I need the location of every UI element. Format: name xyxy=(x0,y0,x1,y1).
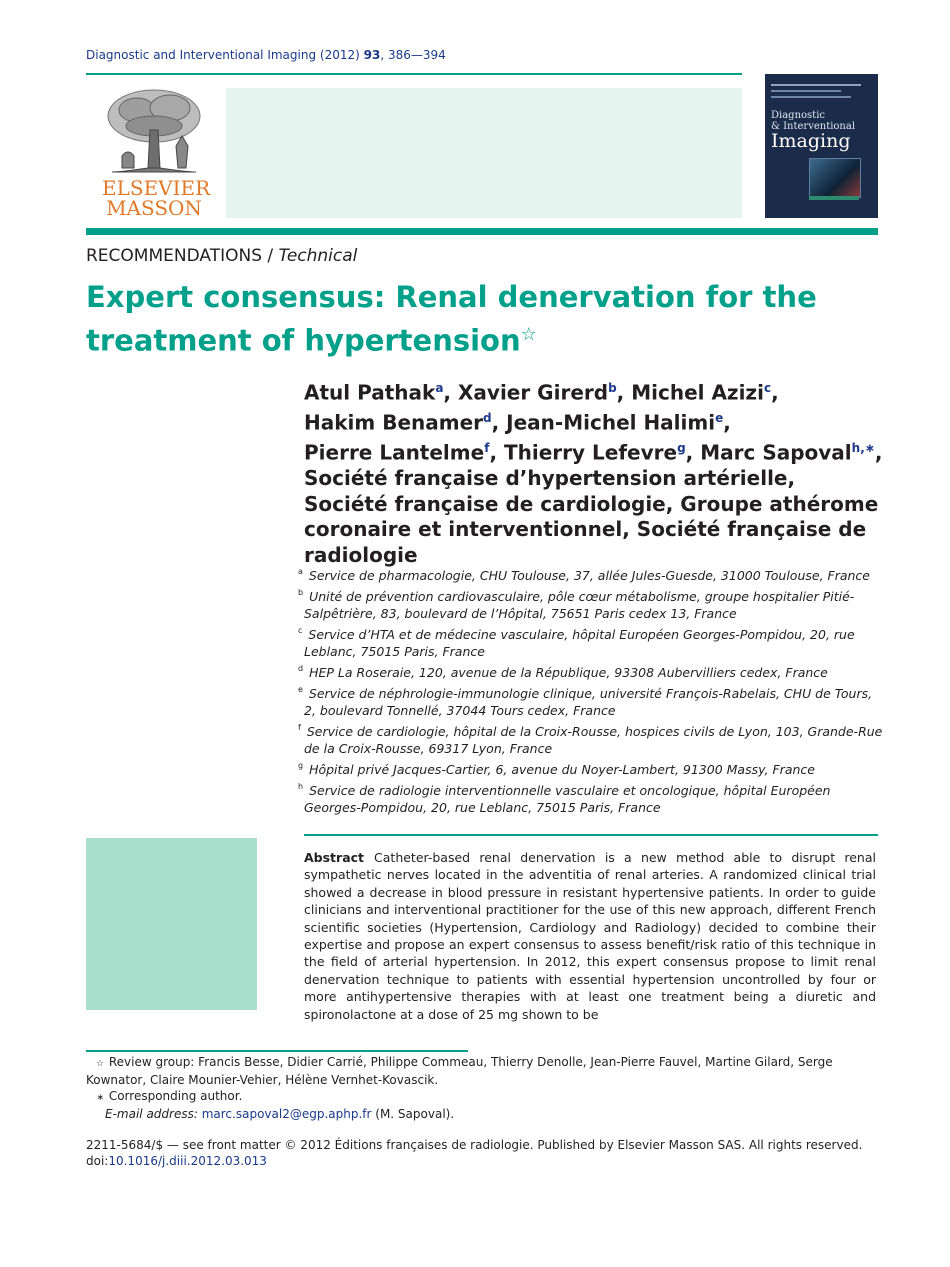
corresponding-footnote: ∗ Corresponding author. xyxy=(86,1088,876,1106)
subcategory-label: Technical xyxy=(278,246,358,266)
abstract-rule xyxy=(304,834,878,836)
journal-pages: , 386—394 xyxy=(380,48,446,62)
footnote-rule xyxy=(86,1050,468,1052)
affiliation-item: $^d$ HEP La Roseraie, 120, avenue de la République, 93308 Aubervilliers cedex, France xyxy=(298,663,828,681)
category-label: RECOMMENDATIONS / xyxy=(86,246,274,266)
doi-link[interactable]: 10.1016/j.diii.2012.03.013 xyxy=(108,1154,267,1168)
journal-cover xyxy=(765,74,878,218)
cover-image xyxy=(809,158,861,198)
footnote-asterisk-icon: ∗ xyxy=(96,1093,104,1103)
author-name: Thierry Lefevre xyxy=(504,440,678,465)
affiliation-item: $^f$ Service de cardiologie, hôpital de la Croix-Rousse, hospices civils de Lyon, 103, Grande-Rue de la Croix-Rousse, 69317 Lyon, France xyxy=(298,722,883,757)
author-list: Atul Pathak$^a$, Xavier Girerd$^b$, Michel Azizi$^c$, Hakim Benamer$^d$, Jean-Michel Halimi$^e$, Pierre Lantelme$^f$, Thierry Lefevre$^g$, Marc Sapoval$^{h,∗}$, Société française d’hypertension artérielle, Société française de cardiologie, Groupe athérome coronaire et interventionnel, Société française de radiologie xyxy=(304,380,883,567)
author-societies: Société française d’hypertension artérielle, Société française de cardiologie, Groupe athérome coronaire et interventionnel, Société française de radiologie xyxy=(304,466,879,567)
email-label: E-mail address: xyxy=(105,1107,198,1121)
article-category xyxy=(86,246,357,266)
author-name: Atul Pathak xyxy=(304,380,436,405)
cover-title-line3: Imaging xyxy=(771,130,851,152)
author-affiliation-mark[interactable]: g xyxy=(677,441,686,456)
logo-wordmark-line1: ELSEVIER xyxy=(102,176,211,200)
email-owner: (M. Sapoval). xyxy=(375,1107,455,1121)
email-footnote xyxy=(86,1106,876,1122)
journal-year: (2012) xyxy=(319,48,360,62)
author-name: Marc Sapoval xyxy=(700,440,852,465)
author-affiliation-mark[interactable]: e xyxy=(715,411,724,426)
affiliation-item: $^e$ Service de néphrologie-immunologie clinique, université François-Rabelais, CHU de Tours, 2, boulevard Tonnellé, 37044 Tours cedex, France xyxy=(298,684,873,719)
footnotes xyxy=(86,1054,876,1122)
article-title xyxy=(86,278,866,360)
abstract-text: Catheter-based renal denervation is a new method able to disrupt renal sympathetic nerves located in the adventitia of renal arteries. A randomized clinical trial showed a decrease in blood pressure in resistant hypertensive patients. In order to guide clinicians and interventional practitioner for the use of this new approach, different French scientific societies (Hypertension, Cardiology and Radiology) decided to combine their expertise and propose an expert consensus to assess benefit/risk ratio of this technique in the field of arterial hypertension. In 2012, this expert consensus propose to limit renal denervation technique to patients with essential hypertension uncontrolled by four or more antihypertensive therapies with at least one treatment being a diuretic and spironolactone at a dose of 25 mg shown to be xyxy=(304,850,876,1022)
title-footnote-star-icon[interactable]: ☆ xyxy=(520,324,537,345)
author-affiliation-mark[interactable]: b xyxy=(608,381,617,395)
affiliation-item: $^g$ Hôpital privé Jacques-Cartier, 6, avenue du Noyer-Lambert, 91300 Massy, France xyxy=(298,760,815,778)
affiliation-list xyxy=(298,564,884,817)
elsevier-tree-icon xyxy=(102,86,206,176)
journal-name: Diagnostic and Interventional Imaging xyxy=(86,48,317,62)
author-name: Pierre Lantelme xyxy=(304,440,485,465)
publisher-logo xyxy=(102,86,211,220)
author-affiliation-mark[interactable]: c xyxy=(763,381,772,395)
email-link[interactable]: marc.sapoval2@egp.aphp.fr xyxy=(201,1107,372,1121)
affiliation-item: $^b$ Unité de prévention cardiovasculaire, pôle cœur métabolisme, groupe hospitalier Pitié-Salpêtrière, 83, boulevard de l’Hôpital, 75651 Paris cedex 13, France xyxy=(298,587,855,622)
cover-title-line2: & Interventional xyxy=(771,121,856,132)
abstract xyxy=(304,849,876,1023)
journal-citation xyxy=(86,48,446,62)
author-affiliation-mark[interactable]: f xyxy=(484,441,490,456)
abstract-heading: Abstract xyxy=(304,850,365,865)
copyright-line: 2211-5684/$ — see front matter © 2012 Éditions françaises de radiologie. Published by Elsevier Masson SAS. All rights reserved. xyxy=(86,1138,863,1152)
logo-wordmark-line2: MASSON xyxy=(106,196,202,220)
footnote-star-icon: ☆ xyxy=(95,1059,104,1069)
affiliation-item: $^c$ Service d’HTA et de médecine vasculaire, hôpital Européen Georges-Pompidou, 20, rue Leblanc, 75015 Paris, France xyxy=(298,625,855,660)
affiliation-item: $^h$ Service de radiologie interventionnelle vasculaire et oncologique, hôpital Européen Georges-Pompidou, 20, rue Leblanc, 75015 Paris, France xyxy=(298,781,831,816)
cover-title-line1: Diagnostic xyxy=(771,110,825,121)
abstract-side-panel xyxy=(86,838,257,1010)
review-group-footnote: ☆ Review group: Francis Besse, Didier Carrié, Philippe Commeau, Thierry Denolle, Jean-Pierre Fauvel, Martine Gilard, Serge Kownator, Claire Mounier-Vehier, Hélène Vernhet-Kovascik. xyxy=(86,1055,833,1087)
author-name: Xavier Girerd xyxy=(457,380,609,405)
header-rule xyxy=(86,73,742,75)
author-name: Hakim Benamer xyxy=(304,410,484,435)
author-affiliation-mark[interactable]: d xyxy=(483,411,492,426)
copyright-block xyxy=(86,1137,876,1169)
author-name: Jean-Michel Halimi xyxy=(506,410,716,435)
author-name: Michel Azizi xyxy=(631,380,764,405)
doi-line: doi:10.1016/j.diii.2012.03.013 xyxy=(86,1154,267,1168)
journal-volume: 93 xyxy=(363,48,381,62)
author-affiliation-mark[interactable]: a xyxy=(435,381,444,395)
author-affiliation-mark[interactable]: h,∗ xyxy=(851,441,875,456)
article-title-text: Expert consensus: Renal denervation for the treatment of hypertension xyxy=(86,280,817,358)
title-rule xyxy=(86,228,878,235)
header-band xyxy=(226,88,742,218)
affiliation-item: $^a$ Service de pharmacologie, CHU Toulouse, 37, allée Jules-Guesde, 31000 Toulouse, France xyxy=(298,567,870,584)
